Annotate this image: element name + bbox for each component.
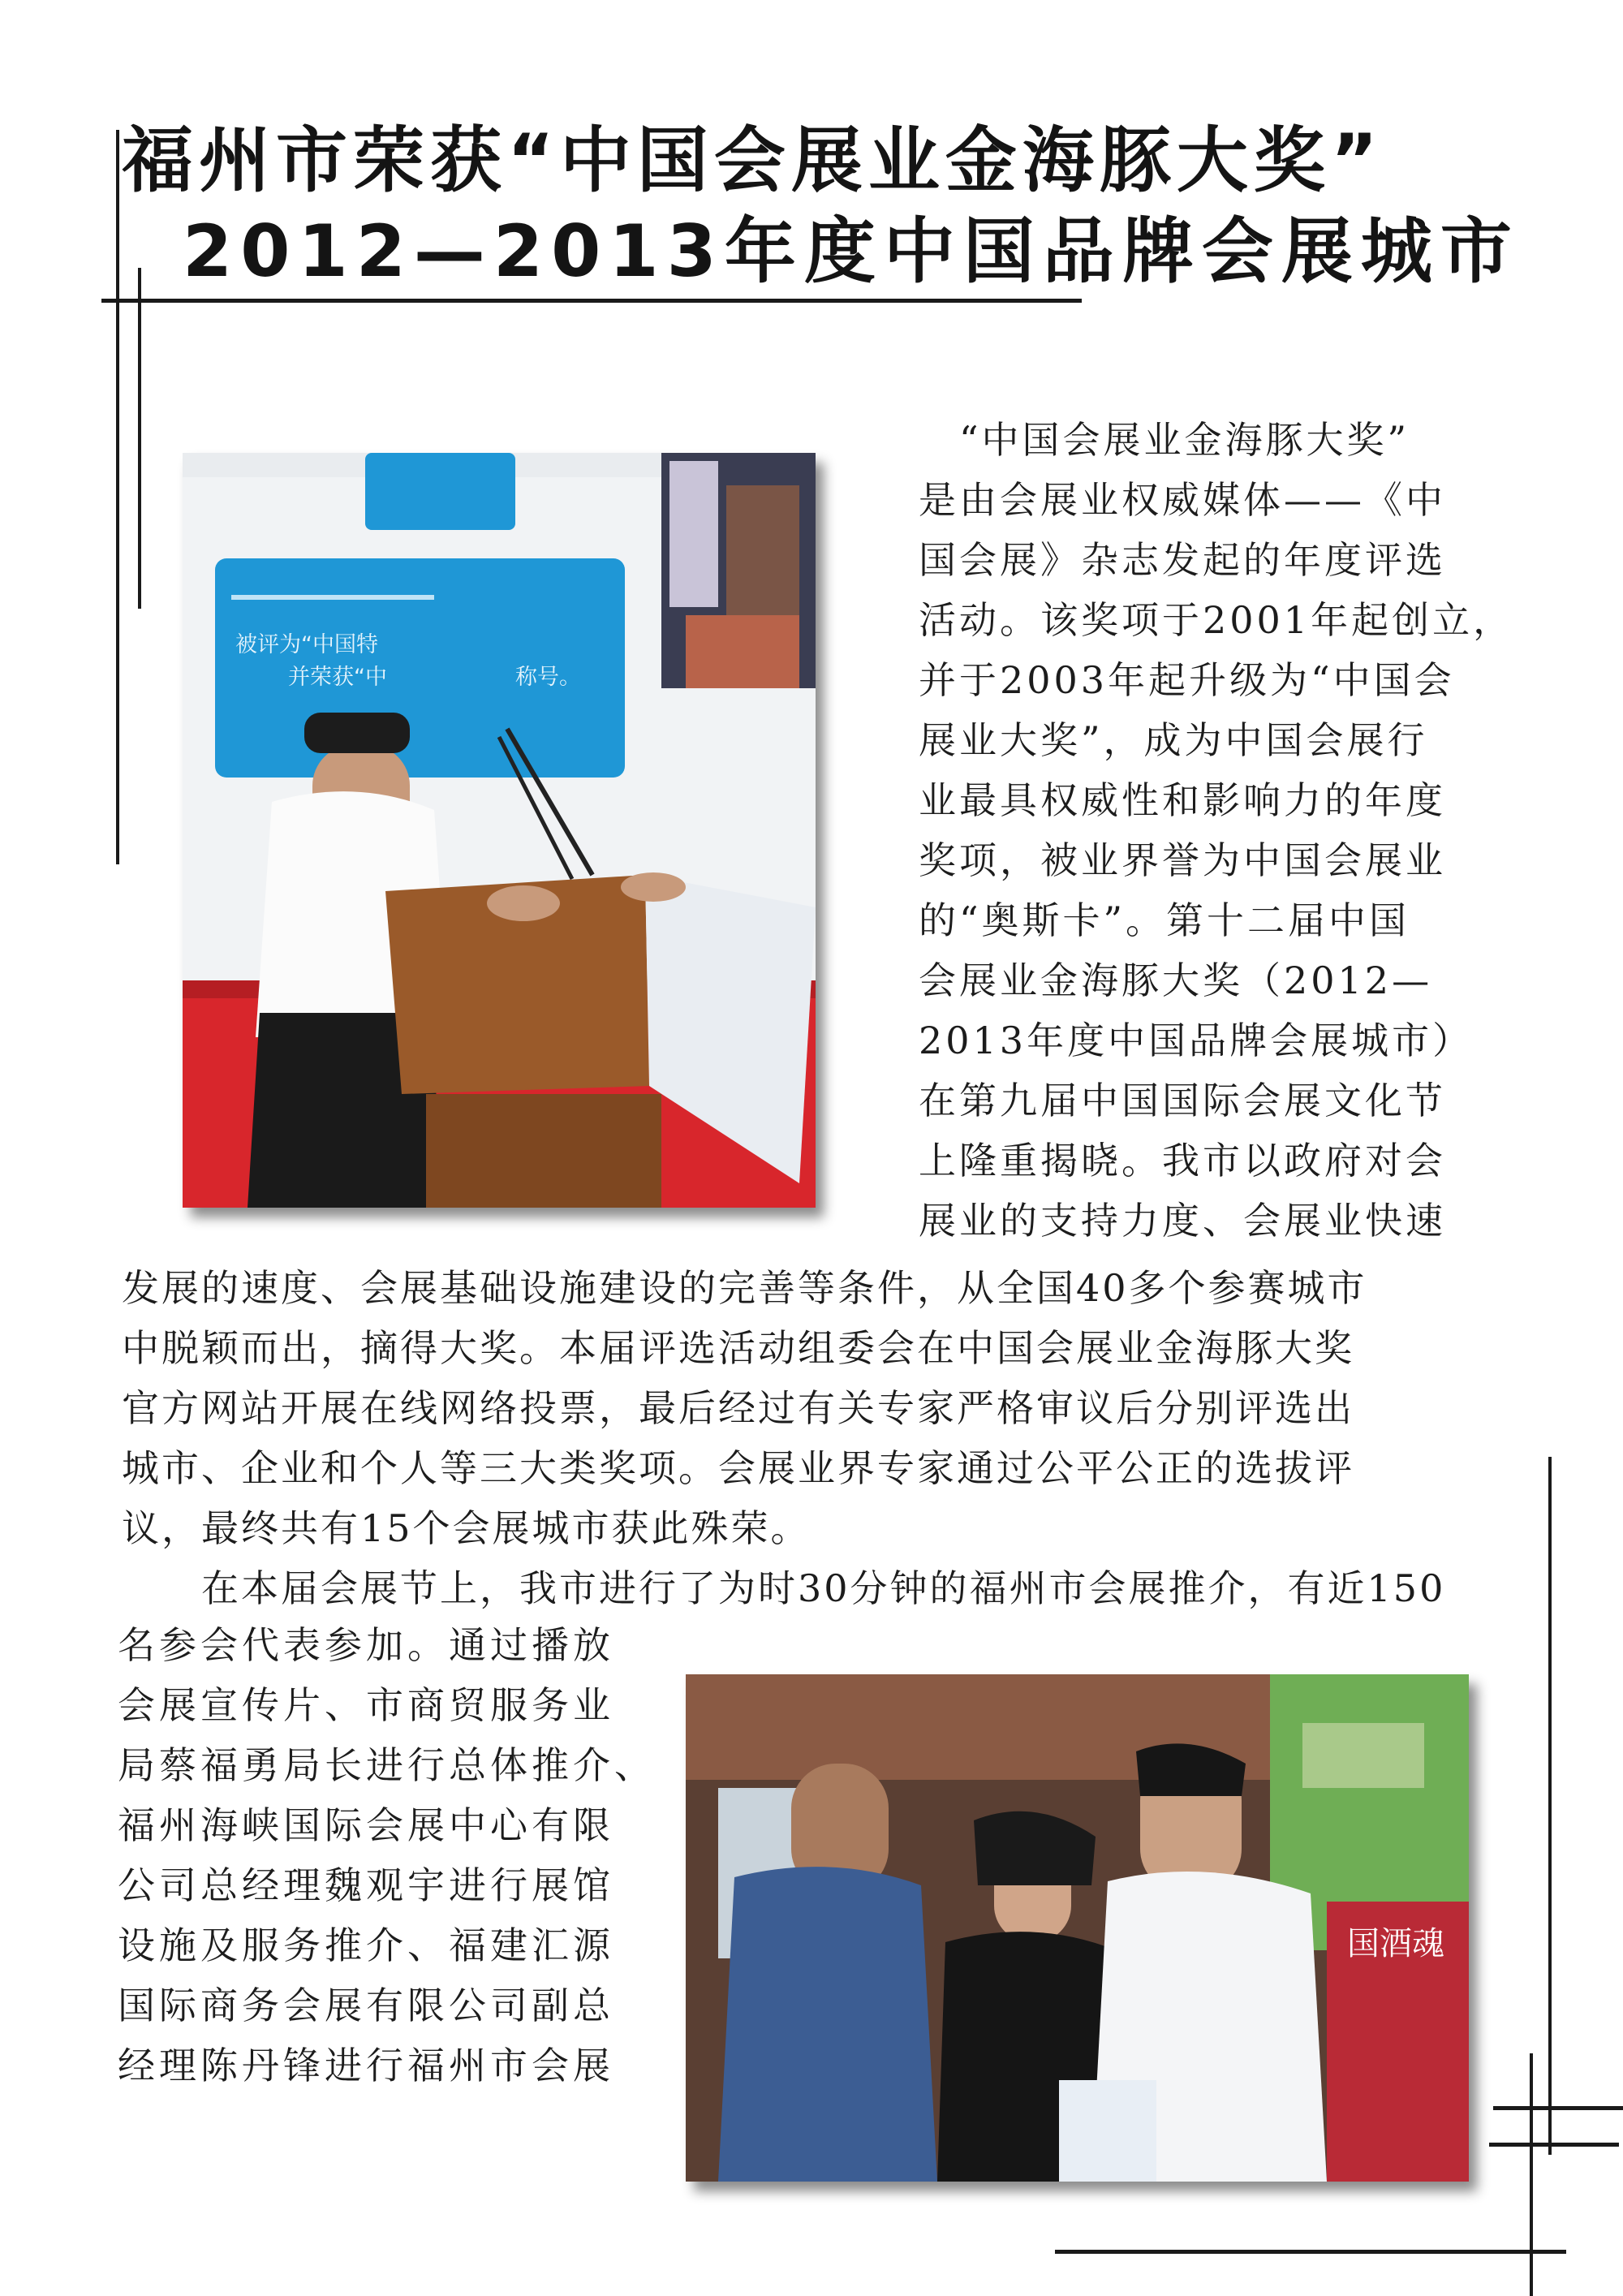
exhibition-banner-text: 国酒魂 xyxy=(1347,1925,1444,1962)
text-line: 官方网站开展在线网络投票，最后经过有关专家严格审议后分别评选出 xyxy=(122,1386,1354,1430)
exhibition-photo xyxy=(686,1674,1469,2182)
slide-text-3: 称号。 xyxy=(515,665,581,690)
text-line: 并于2003年起升级为“中国会 xyxy=(919,658,1455,702)
text-line: 国际商务会展有限公司副总 xyxy=(118,1984,614,2027)
text-line: 福州海峡国际会展中心有限 xyxy=(118,1803,614,1847)
text-line: 公司总经理魏观宇进行展馆 xyxy=(118,1863,614,1907)
text-line: 在本届会展节上，我市进行了为时30分钟的福州市会展推介，有近150 xyxy=(122,1566,1446,1610)
corner-vertical-rule-right-inner xyxy=(1530,2053,1533,2296)
text-line: 的“奥斯卡”。第十二届中国 xyxy=(919,898,1410,942)
text-line: 名参会代表参加。通过播放 xyxy=(118,1623,614,1667)
text-line: 业最具权威性和影响力的年度 xyxy=(919,778,1446,822)
text-line: 国会展》杂志发起的年度评选 xyxy=(919,538,1446,582)
text-line: 上隆重揭晓。我市以政府对会 xyxy=(919,1139,1446,1182)
corner-vertical-rule-right xyxy=(1548,1457,1552,2155)
corner-horizontal-rule-2 xyxy=(1489,2143,1619,2147)
text-line: “中国会展业金海豚大奖” xyxy=(919,418,1410,462)
text-line: 城市、企业和个人等三大类奖项。会展业界专家通过公平公正的选拔评 xyxy=(122,1446,1354,1490)
text-line: 是由会展业权威媒体——《中 xyxy=(919,478,1446,522)
text-line: 展业大奖”，成为中国会展行 xyxy=(919,718,1428,762)
text-line: 议，最终共有15个会展城市获此殊荣。 xyxy=(122,1506,811,1550)
speaker-photo xyxy=(183,453,816,1208)
headline-line-2: 2012—2013年度中国品牌会展城市 xyxy=(183,209,1520,293)
intro-paragraph xyxy=(919,410,1513,1251)
text-line: 经理陈丹锋进行福州市会展 xyxy=(118,2044,614,2087)
text-line: 在第九届中国国际会展文化节 xyxy=(919,1079,1446,1122)
corner-horizontal-rule-1 xyxy=(1493,2106,1623,2110)
text-line: 奖项，被业界誉为中国会展业 xyxy=(919,838,1446,882)
text-line: 活动。该奖项于2001年起创立， xyxy=(919,598,1514,642)
award-paragraph xyxy=(122,1258,1445,1618)
headline-line-1: 福州市荣获“中国会展业金海豚大奖” xyxy=(122,118,1384,202)
header-vertical-rule-short xyxy=(138,268,141,609)
promotion-paragraph xyxy=(118,1615,656,2096)
text-line: 中脱颖而出，摘得大奖。本届评选活动组委会在中国会展业金海豚大奖 xyxy=(122,1326,1354,1370)
text-line: 发展的速度、会展基础设施建设的完善等条件，从全国40多个参赛城市 xyxy=(122,1266,1367,1310)
header-underline xyxy=(101,299,1082,303)
text-line: 会展业金海豚大奖（2012— xyxy=(919,958,1433,1002)
header-vertical-rule-left xyxy=(116,130,119,864)
text-line: 设施及服务推介、福建汇源 xyxy=(118,1923,614,1967)
footer-underline xyxy=(1055,2250,1566,2254)
text-line: 展业的支持力度、会展业快速 xyxy=(919,1199,1446,1243)
text-line: 局蔡福勇局长进行总体推介、 xyxy=(118,1743,656,1787)
slide-text-2: 并荣获“中 xyxy=(288,665,387,690)
text-line: 2013年度中国品牌会展城市） xyxy=(919,1019,1474,1062)
slide-text-1: 被评为“中国特 xyxy=(235,632,378,657)
text-line: 会展宣传片、市商贸服务业 xyxy=(118,1683,614,1727)
